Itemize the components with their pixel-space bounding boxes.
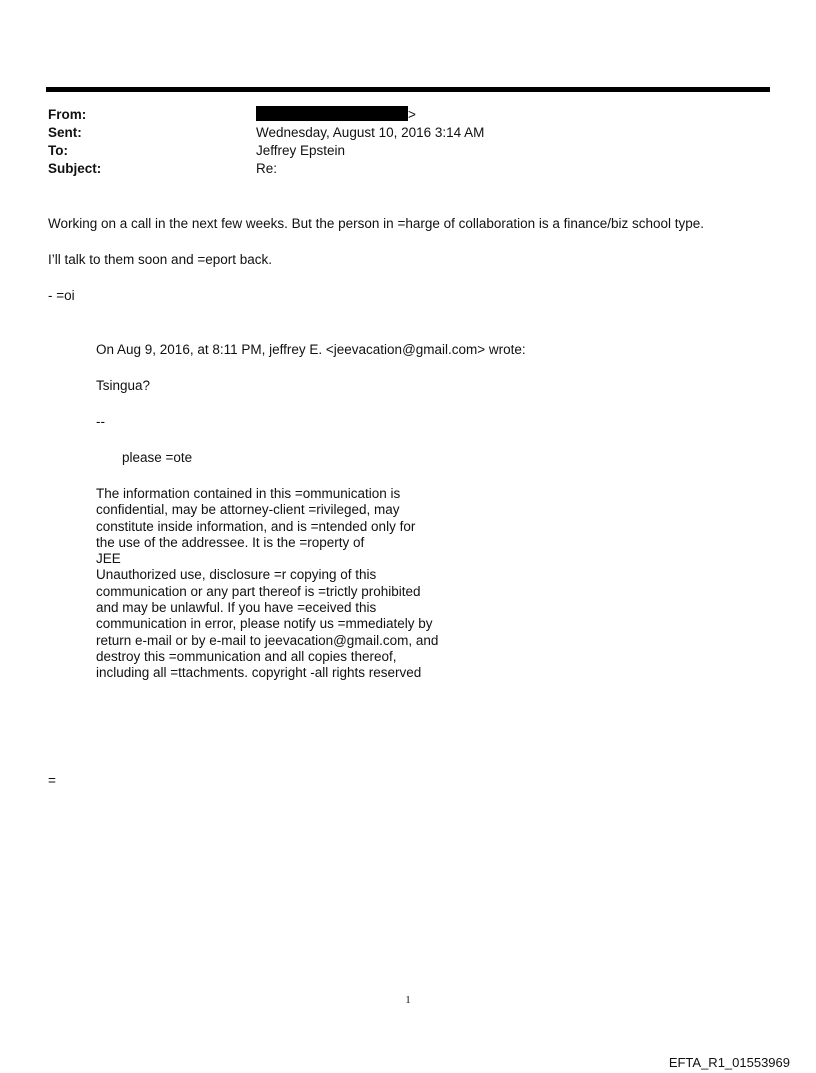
quoted-disclaimer <box>96 486 438 682</box>
body-paragraph-1: Working on a call in the next few weeks. But the person in =harge of collaboration is a finance/biz school type. <box>48 216 705 231</box>
quoted-separator: -- <box>96 414 105 429</box>
subject-label: Subject: <box>48 161 102 176</box>
body-signoff: - =oi <box>48 288 75 303</box>
disclaimer-line: Unauthorized use, disclosure =r copying of this <box>96 567 377 583</box>
page-number: 1 <box>405 994 411 1006</box>
sent-value: Wednesday, August 10, 2016 3:14 AM <box>256 125 485 140</box>
bates-number: EFTA_R1_01553969 <box>668 1055 790 1070</box>
sent-label: Sent: <box>48 125 82 140</box>
to-value: Jeffrey Epstein <box>256 143 346 158</box>
to-label: To: <box>48 143 68 158</box>
disclaimer-line: The information contained in this =ommunication is <box>96 486 401 501</box>
quoted-please-note: please =ote <box>122 450 193 465</box>
disclaimer-line: and may be unlawful. If you have =eceived this <box>96 600 377 616</box>
from-label: From: <box>48 107 87 122</box>
disclaimer-line: JEE <box>96 551 121 567</box>
disclaimer-line: confidential, may be attorney-client =rivileged, may <box>96 502 400 518</box>
header-rule <box>46 87 770 92</box>
disclaimer-line: return e-mail or by e-mail to jeevacation@gmail.com, and <box>96 632 439 648</box>
quoted-message: Tsingua? <box>96 378 151 393</box>
from-value <box>256 106 416 124</box>
trailing-mark: = <box>48 773 56 788</box>
disclaimer-line: constitute inside information, and is =ntended only for <box>96 518 416 534</box>
disclaimer-line: including all =ttachments. copyright -all rights reserved <box>96 665 422 681</box>
subject-value: Re: <box>256 161 278 176</box>
body-paragraph-2: I’ll talk to them soon and =eport back. <box>48 252 273 267</box>
quoted-attribution: On Aug 9, 2016, at 8:11 PM, jeffrey E. <jeevacation@gmail.com> wrote: <box>96 342 526 357</box>
redaction-box <box>256 106 408 121</box>
disclaimer-line: communication or any part thereof is =trictly prohibited <box>96 583 421 599</box>
disclaimer-line: destroy this =ommunication and all copies thereof, <box>96 648 397 664</box>
disclaimer-line: communication in error, please notify us =mmediately by <box>96 616 433 632</box>
from-suffix: > <box>408 107 416 122</box>
disclaimer-line: the use of the addressee. It is the =roperty of <box>96 534 365 550</box>
